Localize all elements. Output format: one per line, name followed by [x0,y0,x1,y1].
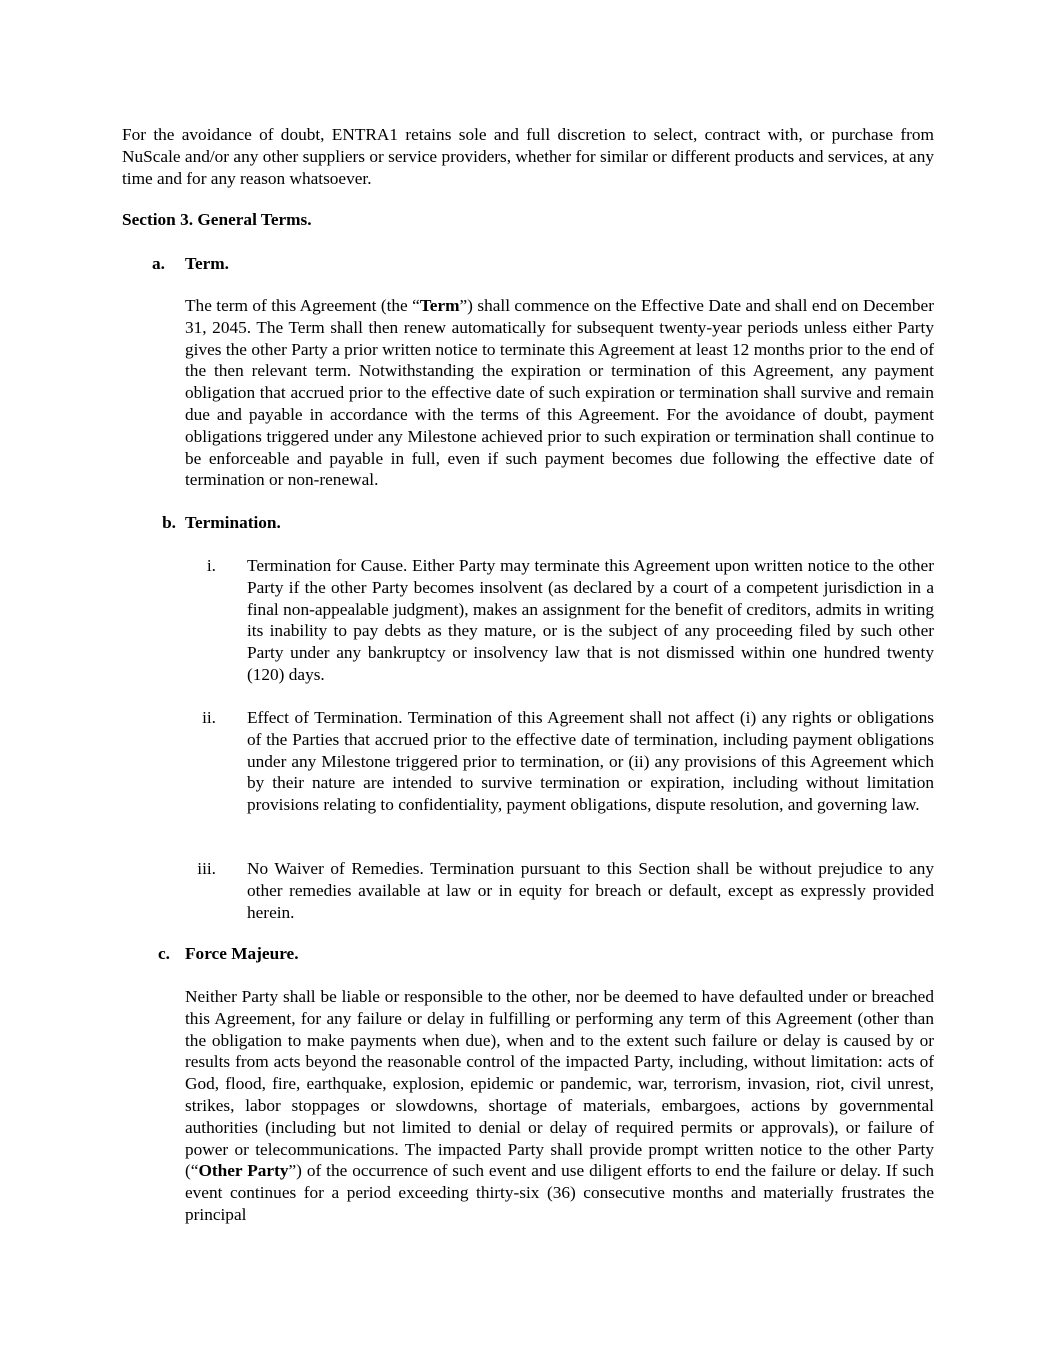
term-defined-word: Term [419,296,460,315]
term-text-start: The term of this Agreement (the “ [185,296,420,315]
force-majeure-title: Force Majeure. [185,944,299,963]
termination-item-3-numeral: iii. [197,859,216,878]
term-title: Term. [185,254,229,273]
term-paragraph [185,295,934,491]
termination-item-3-text: No Waiver of Remedies. Termination pursuant to this Section shall be without prejudice to any other remedies available at law or in equity for breach or default, except as expressly provided herein. [247,859,934,922]
termination-letter: b. [162,513,176,532]
termination-item-1-numeral: i. [206,556,216,575]
termination-item-2-text: Effect of Termination. Termination of this Agreement shall not affect (i) any rights or obligations of the Parties that accrued prior to the effective date of termination, including payment obligations under any Milestone triggered prior to termination, or (ii) any provisions of this Agreement which by their nature are intended to survive termination or expiration, including without limitation provisions relating to confidentiality, payment obligations, dispute resolution, and governing law. [247,708,934,815]
intro-paragraph: For the avoidance of doubt, ENTRA1 retains sole and full discretion to select, contract with, or purchase from NuScale and/or any other suppliers or service providers, whether for similar or different products and services, at any time and for any reason whatsoever. [122,125,934,188]
termination-item-1-text: Termination for Cause. Either Party may terminate this Agreement upon written notice to the other Party if the other Party becomes insolvent (as declared by a court of a competent jurisdiction in a final non-appealable judgment), makes an assignment for the benefit of creditors, admits in writing its inability to pay debts as they mature, or is the subject of any proceeding filed by such other Party under any bankruptcy or insolvency law that is not dismissed within one hundred twenty (120) days. [247,556,934,684]
termination-item-2-numeral: ii. [202,708,216,727]
term-letter: a. [152,254,165,273]
force-majeure-text-end: ”) of the occurrence of such event and use diligent efforts to end the failure or delay. If such event continues for a period exceeding thirty-six (36) consecutive months and materially frustrates the principal [185,1161,934,1224]
section-heading: Section 3. General Terms. [122,210,312,229]
force-majeure-text-start: Neither Party shall be liable or responsible to the other, nor be deemed to have defaulted under or breached this Agreement, for any failure or delay in fulfilling or performing any term of this Agreement (other than the obligation to make payments when due), when and to the extent such failure or delay is caused by or results from acts beyond the reasonable control of the impacted Party, including, without limitation: acts of God, flood, fire, earthquake, explosion, epidemic or pandemic, war, terrorism, invasion, riot, civil unrest, strikes, labor stoppages or slowdowns, shortage of materials, embargoes, actions by governmental authorities (including but not limited to denial or delay of required permits or approvals), or failure of power or telecommunications. The impacted Party shall provide prompt written notice to the other Party (“ [185,987,934,1181]
force-majeure-letter: c. [158,944,170,963]
termination-title: Termination. [185,513,281,532]
force-majeure-paragraph [185,986,934,1226]
term-text-end: ”) shall commence on the Effective Date and shall end on December 31, 2045. The Term shall then renew automatically for subsequent twenty-year periods unless either Party gives the other Party a prior written notice to terminate this Agreement at least 12 months prior to the end of the then relevant term. Notwithstanding the expiration or termination of this Agreement, any payment obligation that accrued prior to the effective date of such expiration or termination shall survive and remain due and payable in accordance with the terms of this Agreement. For the avoidance of doubt, payment obligations triggered under any Milestone achieved prior to such expiration or termination shall continue to be enforceable and payable in full, even if such payment becomes due following the effective date of termination or non-renewal. [185,296,934,490]
force-majeure-defined-word: Other Party [198,1161,289,1181]
